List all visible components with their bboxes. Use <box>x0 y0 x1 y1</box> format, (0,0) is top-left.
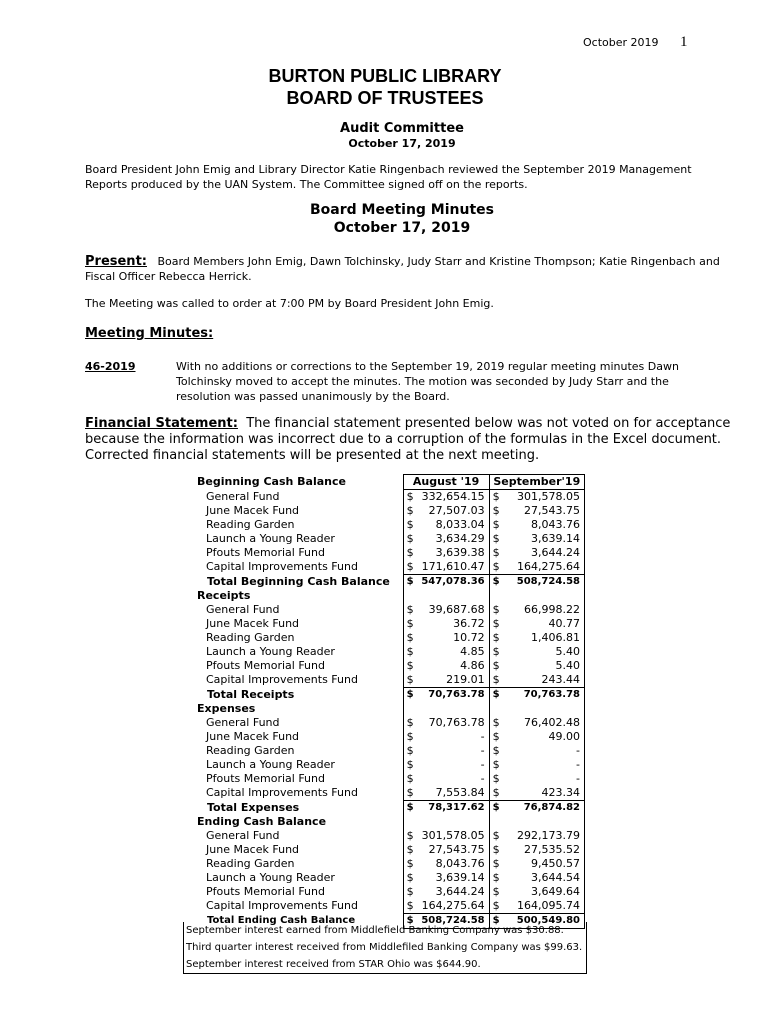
currency-symbol: $ <box>492 885 500 898</box>
row-label: June Macek Fund <box>206 843 300 856</box>
table-row <box>183 631 585 645</box>
currency-symbol: $ <box>403 617 417 631</box>
value-sep: 164,095.74 <box>504 899 584 914</box>
audit-text: Board President John Emig and Library Director Katie Ringenbach reviewed the September 2019 Management Reports produced by the UAN System. The Committee signed off on the reports. <box>85 163 692 191</box>
total-label: Total Expenses <box>207 800 300 814</box>
currency-symbol: $ <box>492 659 500 672</box>
value-sep: 3,644.54 <box>504 871 584 885</box>
total-row <box>183 575 585 590</box>
currency-symbol: $ <box>492 645 500 658</box>
table-row <box>183 730 585 744</box>
value-sep: 243.44 <box>504 673 584 688</box>
row-label: June Macek Fund <box>206 504 300 517</box>
value-aug: - <box>417 730 489 744</box>
value-aug: 36.72 <box>417 617 489 631</box>
row-label: Launch a Young Reader <box>206 532 335 545</box>
currency-symbol: $ <box>492 546 500 559</box>
meeting-minutes-heading: Meeting Minutes: <box>85 326 214 341</box>
section-header-row <box>183 475 585 490</box>
value-sep: 76,402.48 <box>504 716 584 730</box>
currency-symbol: $ <box>403 673 417 688</box>
row-label: Reading Garden <box>206 631 295 644</box>
org-name: BURTON PUBLIC LIBRARY <box>268 66 502 86</box>
value-aug: - <box>417 744 489 758</box>
currency-symbol: $ <box>492 576 500 587</box>
section-title: Ending Cash Balance <box>197 815 327 828</box>
section-header-row <box>183 589 585 603</box>
minutes-date: October 17, 2019 <box>333 220 471 236</box>
table-row <box>183 744 585 758</box>
row-label: Capital Improvements Fund <box>206 899 358 913</box>
financial-text: The financial statement presented below was not voted on for acceptance because the information was incorrect due to a corruption of the formulas in the Excel document. Corrected financial statements will be presented at the next meeting. <box>85 416 731 463</box>
currency-symbol: $ <box>403 914 417 929</box>
row-label: Capital Improvements Fund <box>206 673 358 687</box>
value-aug: 332,654.15 <box>417 490 489 505</box>
section-title: Receipts <box>197 589 251 602</box>
total-label: Total Ending Cash Balance <box>207 915 356 926</box>
empty-cell <box>417 589 489 603</box>
value-aug: 3,644.24 <box>417 885 489 899</box>
row-label: Pfouts Memorial Fund <box>206 546 325 559</box>
empty-cell <box>489 702 504 716</box>
value-sep: 8,043.76 <box>504 518 584 532</box>
value-aug: 8,043.76 <box>417 857 489 871</box>
total-aug: 70,763.78 <box>417 688 489 703</box>
currency-symbol: $ <box>492 532 500 545</box>
minutes-title: Board Meeting Minutes <box>310 202 494 218</box>
currency-symbol: $ <box>403 744 417 758</box>
table-row <box>183 518 585 532</box>
table-row <box>183 716 585 730</box>
value-sep: 5.40 <box>504 659 584 673</box>
financial-label: Financial Statement: <box>85 416 238 431</box>
section-header-row <box>183 815 585 829</box>
table-row <box>183 772 585 786</box>
value-aug: 27,543.75 <box>417 843 489 857</box>
interest-note: September interest earned from Middlefield Banking Company was $30.88. <box>186 925 564 936</box>
total-aug: 547,078.36 <box>417 575 489 590</box>
value-sep: 27,543.75 <box>504 504 584 518</box>
table-row <box>183 673 585 688</box>
column-header-sep: September'19 <box>489 475 584 490</box>
value-sep: 5.40 <box>504 645 584 659</box>
currency-symbol: $ <box>403 786 417 801</box>
empty-cell <box>489 815 504 829</box>
financial-table <box>183 474 585 929</box>
value-sep: 1,406.81 <box>504 631 584 645</box>
value-aug: 70,763.78 <box>417 716 489 730</box>
currency-symbol: $ <box>403 716 417 730</box>
empty-cell <box>417 702 489 716</box>
value-aug: 164,275.64 <box>417 899 489 914</box>
total-row <box>183 801 585 816</box>
currency-symbol: $ <box>403 546 417 560</box>
currency-symbol: $ <box>489 786 504 801</box>
row-label: Launch a Young Reader <box>206 645 335 658</box>
value-aug: 4.85 <box>417 645 489 659</box>
row-label: General Fund <box>206 603 280 616</box>
org-board: BOARD OF TRUSTEES <box>286 88 484 108</box>
currency-symbol: $ <box>489 899 504 914</box>
currency-symbol: $ <box>492 689 500 700</box>
value-aug: 39,687.68 <box>417 603 489 617</box>
value-sep: 301,578.05 <box>504 490 584 505</box>
currency-symbol: $ <box>403 801 417 816</box>
currency-symbol: $ <box>403 659 417 673</box>
currency-symbol: $ <box>403 730 417 744</box>
value-sep: 3,639.14 <box>504 532 584 546</box>
present-paragraph <box>85 254 725 284</box>
value-sep: 292,173.79 <box>504 829 584 843</box>
empty-cell <box>489 589 504 603</box>
currency-symbol: $ <box>492 617 500 630</box>
row-label: Reading Garden <box>206 857 295 870</box>
value-sep: 66,998.22 <box>504 603 584 617</box>
currency-symbol: $ <box>492 772 500 785</box>
empty-cell <box>504 589 584 603</box>
table-row <box>183 885 585 899</box>
empty-cell <box>504 815 584 829</box>
total-label: Total Beginning Cash Balance <box>207 574 390 588</box>
meeting-minutes-label <box>85 326 725 341</box>
resolution-text: With no additions or corrections to the September 19, 2019 regular meeting minutes Dawn Tolchinsky moved to accept the minutes. The motion was seconded by Judy Starr and the resolution was passed unanimously by the Board. <box>176 360 679 403</box>
total-sep: 508,724.58 <box>504 575 584 590</box>
table-row <box>183 786 585 801</box>
currency-symbol: $ <box>492 490 500 503</box>
value-aug: 3,634.29 <box>417 532 489 546</box>
present-text: Board Members John Emig, Dawn Tolchinsky, Judy Starr and Kristine Thompson; Katie Ringenbach and Fiscal Officer Rebecca Herrick. <box>85 255 720 283</box>
value-sep: 9,450.57 <box>504 857 584 871</box>
currency-symbol: $ <box>403 645 417 659</box>
row-label: General Fund <box>206 489 280 503</box>
column-header-aug: August '19 <box>403 475 489 490</box>
audit-date: October 17, 2019 <box>348 137 456 150</box>
section-title: Beginning Cash Balance <box>197 475 346 488</box>
section-title: Expenses <box>197 702 256 715</box>
table-row <box>183 603 585 617</box>
value-aug: 4.86 <box>417 659 489 673</box>
value-sep: 27,535.52 <box>504 843 584 857</box>
empty-cell <box>403 815 417 829</box>
table-row <box>183 490 585 505</box>
table-row <box>183 659 585 673</box>
currency-symbol: $ <box>403 843 417 857</box>
row-label: Launch a Young Reader <box>206 758 335 771</box>
currency-symbol: $ <box>403 772 417 786</box>
value-sep: 40.77 <box>504 617 584 631</box>
total-sep: 70,763.78 <box>504 688 584 703</box>
currency-symbol: $ <box>489 560 504 575</box>
financial-paragraph <box>85 416 735 464</box>
value-aug: 171,610.47 <box>417 560 489 575</box>
resolution-number: 46-2019 <box>85 360 136 373</box>
value-aug: 27,507.03 <box>417 504 489 518</box>
table-row <box>183 617 585 631</box>
currency-symbol: $ <box>492 871 500 884</box>
currency-symbol: $ <box>492 843 500 856</box>
table-row <box>183 843 585 857</box>
currency-symbol: $ <box>403 504 417 518</box>
table-row <box>183 560 585 575</box>
currency-symbol: $ <box>403 829 417 843</box>
total-row <box>183 688 585 703</box>
currency-symbol: $ <box>492 603 500 616</box>
currency-symbol: $ <box>492 758 500 771</box>
value-sep: 3,649.64 <box>504 885 584 899</box>
header-date: October 2019 <box>583 36 659 49</box>
present-label: Present: <box>85 254 147 269</box>
value-aug: 301,578.05 <box>417 829 489 843</box>
currency-symbol: $ <box>492 744 500 757</box>
currency-symbol: $ <box>403 560 417 575</box>
total-aug: 78,317.62 <box>417 801 489 816</box>
interest-notes <box>183 922 587 974</box>
value-aug: 219.01 <box>417 673 489 688</box>
currency-symbol: $ <box>403 532 417 546</box>
row-label: Pfouts Memorial Fund <box>206 885 325 898</box>
table-row <box>183 829 585 843</box>
row-label: General Fund <box>206 716 280 729</box>
value-sep: 423.34 <box>504 786 584 801</box>
value-aug: 3,639.14 <box>417 871 489 885</box>
row-label: June Macek Fund <box>206 730 300 743</box>
row-label: General Fund <box>206 829 280 842</box>
currency-symbol: $ <box>403 603 417 617</box>
table-row <box>183 899 585 914</box>
value-aug: - <box>417 772 489 786</box>
table-row <box>183 871 585 885</box>
currency-symbol: $ <box>403 631 417 645</box>
table-row <box>183 645 585 659</box>
row-label: Reading Garden <box>206 518 295 531</box>
value-aug: - <box>417 758 489 772</box>
currency-symbol: $ <box>492 716 500 729</box>
currency-symbol: $ <box>403 490 417 505</box>
currency-symbol: $ <box>403 518 417 532</box>
row-label: Pfouts Memorial Fund <box>206 772 325 785</box>
table-row <box>183 857 585 871</box>
empty-cell <box>403 702 417 716</box>
row-label: Pfouts Memorial Fund <box>206 659 325 672</box>
value-sep: 164,275.64 <box>504 560 584 575</box>
currency-symbol: $ <box>492 631 500 644</box>
currency-symbol: $ <box>403 688 417 703</box>
currency-symbol: $ <box>403 857 417 871</box>
total-sep: 500,549.80 <box>504 914 584 929</box>
total-label: Total Receipts <box>207 687 295 701</box>
currency-symbol: $ <box>492 857 500 870</box>
section-header-row <box>183 702 585 716</box>
value-sep: 49.00 <box>504 730 584 744</box>
table-row <box>183 504 585 518</box>
value-aug: 8,033.04 <box>417 518 489 532</box>
row-label: Launch a Young Reader <box>206 871 335 884</box>
currency-symbol: $ <box>492 518 500 531</box>
value-aug: 3,639.38 <box>417 546 489 560</box>
value-aug: 10.72 <box>417 631 489 645</box>
interest-note: Third quarter interest received from Middlefiled Banking Company was $99.63. <box>186 942 583 953</box>
currency-symbol: $ <box>403 575 417 590</box>
currency-symbol: $ <box>489 673 504 688</box>
value-sep: - <box>504 744 584 758</box>
row-label: Capital Improvements Fund <box>206 786 358 800</box>
interest-note: September interest received from STAR Ohio was $644.90. <box>186 959 481 970</box>
value-sep: - <box>504 758 584 772</box>
table-row <box>183 532 585 546</box>
total-aug: 508,724.58 <box>417 914 489 929</box>
row-label: Capital Improvements Fund <box>206 560 358 574</box>
currency-symbol: $ <box>403 758 417 772</box>
currency-symbol: $ <box>492 829 500 842</box>
empty-cell <box>403 589 417 603</box>
page-number: 1 <box>680 34 688 50</box>
table-row <box>183 546 585 560</box>
resolution-number-wrap <box>85 359 175 374</box>
currency-symbol: $ <box>489 914 504 929</box>
value-aug: 7,553.84 <box>417 786 489 801</box>
currency-symbol: $ <box>403 871 417 885</box>
currency-symbol: $ <box>403 885 417 899</box>
currency-symbol: $ <box>403 899 417 914</box>
table-row <box>183 758 585 772</box>
row-label: Reading Garden <box>206 744 295 757</box>
empty-cell <box>417 815 489 829</box>
call-to-order: The Meeting was called to order at 7:00 PM by Board President John Emig. <box>85 297 494 310</box>
currency-symbol: $ <box>492 504 500 517</box>
currency-symbol: $ <box>492 730 500 743</box>
row-label: June Macek Fund <box>206 617 300 630</box>
value-sep: - <box>504 772 584 786</box>
currency-symbol: $ <box>492 802 500 813</box>
empty-cell <box>504 702 584 716</box>
total-sep: 76,874.82 <box>504 801 584 816</box>
audit-title: Audit Committee <box>340 121 464 136</box>
value-sep: 3,644.24 <box>504 546 584 560</box>
